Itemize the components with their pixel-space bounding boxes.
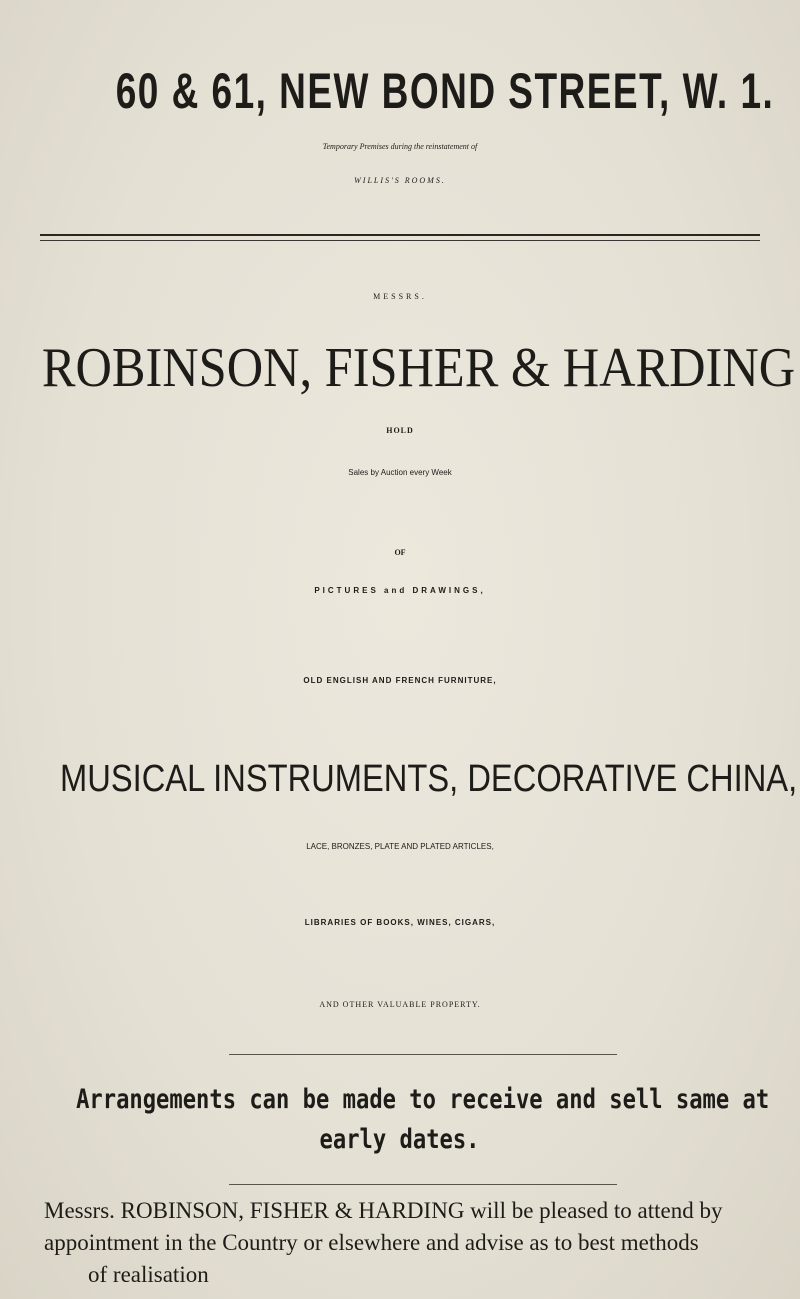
messrs-label: MESSRS.	[373, 292, 427, 301]
of-label: OF	[394, 548, 406, 557]
notice-line-3: of realisation	[88, 1262, 209, 1287]
willis-rooms-line: WILLIS'S ROOMS.	[354, 176, 446, 185]
firm-name	[0, 336, 800, 400]
notice-line-2: appointment in the Country or elsewhere and advise as to best methods	[44, 1230, 699, 1255]
temporary-premises-line: Temporary Premises during the reinstatement of	[322, 142, 478, 151]
street-address-text: 60 & 61, NEW BOND STREET, W. 1.	[115, 63, 775, 119]
item-musical-text: MUSICAL INSTRUMENTS, DECORATIVE CHINA,	[60, 758, 798, 800]
sales-line: Sales by Auction every Week	[348, 468, 452, 477]
item-other: AND OTHER VALUABLE PROPERTY.	[319, 1000, 481, 1009]
notice-line-1: Messrs. ROBINSON, FISHER & HARDING will be pleased to attend by	[44, 1198, 723, 1223]
item-lace: LACE, BRONZES, PLATE AND PLATED ARTICLES,	[306, 842, 494, 851]
arrangements-line-2	[0, 1124, 800, 1155]
street-address	[0, 62, 800, 120]
arrangements-line-2-text: early dates.	[320, 1124, 480, 1155]
hold-label: HOLD	[386, 426, 414, 435]
header-rule	[40, 234, 760, 236]
arrangements-line-1-text: Arrangements can be made to receive and sell same at	[76, 1084, 770, 1115]
item-furniture: OLD ENGLISH AND FRENCH FURNITURE,	[303, 676, 497, 685]
item-musical	[0, 758, 800, 801]
firm-name-text: ROBINSON, FISHER & HARDING	[41, 337, 796, 399]
section-rule	[229, 1184, 617, 1185]
item-libraries: LIBRARIES OF BOOKS, WINES, CIGARS,	[304, 918, 496, 927]
arrangements-line-1	[0, 1084, 800, 1115]
header-rule-thin	[40, 240, 760, 241]
section-rule	[229, 1054, 617, 1055]
item-pictures: PICTURES and DRAWINGS,	[314, 586, 486, 595]
